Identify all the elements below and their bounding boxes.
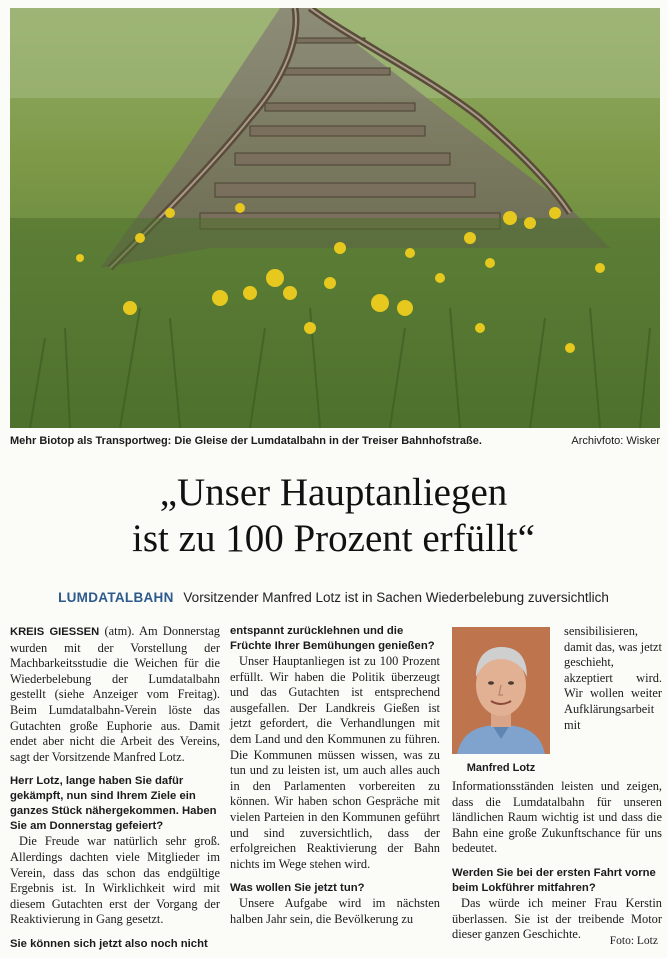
dateline: KREIS GIESSEN — [10, 626, 100, 638]
article-column-3 — [452, 624, 662, 943]
portrait-image — [452, 627, 550, 754]
intro-paragraph — [10, 624, 220, 765]
question-2-continued: entspannt zurücklehnen und die Früchte Ihrer Bemühungen genießen? — [230, 625, 435, 652]
article-column-2 — [230, 624, 440, 928]
photo-credit: Archivfoto: Wisker — [571, 435, 660, 447]
photo-caption — [10, 432, 660, 450]
headline-line-2: ist zu 100 Prozent erfüllt“ — [132, 517, 535, 560]
article-column-1 — [10, 624, 220, 952]
portrait-credit: Foto: Lotz — [609, 935, 658, 947]
answer-2: Unser Hauptanliegen ist zu 100 Prozent erfüllt. Wir haben die Politik überzeugt und das Gutachten ist entsprechend ausgefallen. Der Landkreis Gießen ist jetzt gefordert, die Verhandlungen mit dem Land und den Kommunen zu führen. Die Kommunen müssen wissen, was zu tun und zu leisten ist, um auch alles auch in den Parlamenten vorbereiten zu können. Wir haben schon Gespräche mit vielen Parteien in den Kommunen geführt und sind zuversichtlich, dass der erfolgreichen Reaktivierung der Bahn nichts im Wege stehen wird. — [230, 654, 440, 871]
question-1: Herr Lotz, lange haben Sie dafür gekämpft, nun sind Ihrem Ziele ein ganzes Stück nähergekommen. Haben Sie am Donnerstag gefeiert? — [10, 775, 217, 833]
subline: Vorsitzender Manfred Lotz ist in Sachen Wiederbelebung zuversichtlich — [183, 590, 609, 605]
answer-4: Das würde ich meiner Frau Kerstin überlassen. Sie ist der treibende Motor dieser ganzen Geschichte. — [452, 895, 662, 942]
photo-caption-text: Mehr Biotop als Transportweg: Die Gleise der Lumdatalbahn in der Treiser Bahnhofstraße. — [10, 435, 482, 447]
answer-3-continued: sensibilisieren, damit das, was jetzt geschieht, akzeptiert wird. Wir wollen weiter Aufklärungsarbeit mit Informationsständen leisten und zeigen, dass die Lumdatalbahn für unseren ländlichen Raum wichtig ist und dass die Bahn eine große Zukunftschance für uns bedeutet. — [452, 624, 662, 856]
kicker: LUMDATALBAHN — [58, 590, 174, 605]
railway-track-image — [10, 8, 660, 428]
answer-1: Die Freude war natürlich sehr groß. Allerdings dachten viele Mitglieder im Verein, dass das schon das endgültige Ergebnis ist. In Wirklichkeit wird mit diesem Gutachten erst der Vorgang der Reaktivierung in Gang gesetzt. — [10, 834, 220, 927]
portrait-caption: Manfred Lotz — [466, 762, 536, 774]
question-3: Was wollen Sie jetzt tun? — [230, 882, 365, 895]
headline-line-1: „Unser Hauptanliegen — [159, 471, 508, 514]
intro-text: (atm). Am Donnerstag wurden mit der Vorstellung der Machbarkeitsstudie die Weichen für die Wiederbelebung der Lumdatalbahn gestellt (siehe Anzeiger vom Freitag). Beim Lumdatalbahn-Verein löste das Gutachten große Euphorie aus. Damit endet aber nicht die Arbeit des Vereins, sagt der Vorsitzende Manfred Lotz. — [10, 624, 220, 764]
answer-3: Unsere Aufgabe wird im nächsten halben Jahr sein, die Bevölkerung zu — [230, 896, 440, 926]
deck — [0, 590, 667, 605]
railway-photo — [10, 8, 660, 428]
portrait-photo — [452, 627, 550, 754]
question-4: Werden Sie bei der ersten Fahrt vorne beim Lokführer mitfahren? — [452, 866, 656, 894]
portrait-block — [452, 627, 555, 779]
headline — [0, 470, 667, 562]
question-2: Sie können sich jetzt also noch nicht — [10, 937, 208, 950]
